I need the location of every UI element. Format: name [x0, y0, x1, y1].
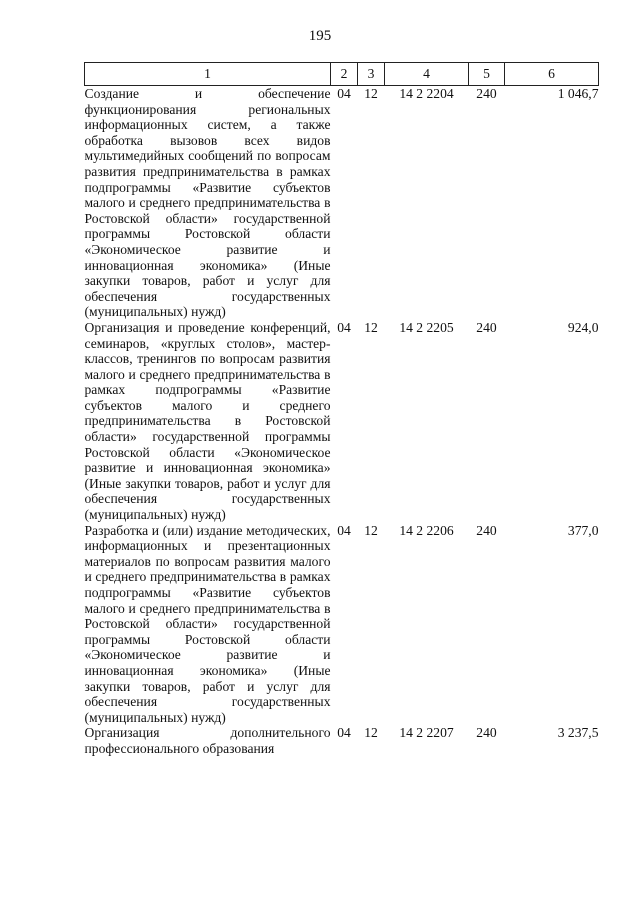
table-row [85, 86, 599, 320]
row-amount: 1 046,7 [557, 86, 599, 101]
row-expense-type-code: 240 [476, 86, 497, 101]
row-amount: 377,0 [567, 522, 599, 538]
column-header-1: 1 [85, 63, 331, 86]
row-subsection-code: 12 [364, 725, 378, 741]
column-header-2: 2 [331, 63, 358, 86]
row-description: Разработка и (или) издание методических, информационных и презентационных материалов по вопросам развития малого и среднего предпринимательства в рамках подпрограммы «Развитие субъектов малого и среднего предпринимательства в Ростовской области» государственной программы Ростовской области «Экономическое развитие и инновационная экономика» (Иные закупки товаров, работ и услуг для обеспечения государственных (муниципальных) нужд) [84, 522, 331, 725]
row-description: Организация и проведение конференций, семинаров, «круглых столов», мастер-классов, тренингов по вопросам развития малого и среднего предпринимательства в рамках подпрограммы «Развитие субъектов малого и среднего предпринимательства в Ростовской области» государственной программы Ростовской области «Экономическое развитие и инновационная экономика» (Иные закупки товаров, работ и услуг для обеспечения государственных (муниципальных) нужд) [84, 319, 331, 523]
column-header-6: 6 [505, 63, 599, 86]
row-section-code: 04 [337, 725, 351, 741]
column-header-5: 5 [469, 63, 505, 86]
row-description: Организация дополнительного профессионального образования [84, 725, 331, 756]
row-expense-type-code: 240 [476, 725, 497, 741]
row-expense-type-code: 240 [476, 319, 497, 335]
row-subsection-code: 12 [364, 319, 378, 335]
row-target-code: 14 2 2207 [399, 725, 454, 741]
row-section-code: 04 [337, 522, 351, 538]
column-header-3: 3 [358, 63, 385, 86]
table-row [85, 320, 599, 523]
row-target-code: 14 2 2205 [399, 319, 454, 335]
row-subsection-code: 12 [364, 86, 378, 101]
row-amount: 3 237,5 [557, 725, 599, 741]
row-section-code: 04 [337, 86, 351, 101]
table-header-row [85, 63, 599, 86]
row-description: Создание и обеспечение функционирования региональных информационных систем, а также обработка вызовов всех видов мультимедийных сообщений по вопросам развития предпринимательства в рамках подпрограммы «Развитие субъектов малого и среднего предпринимательства в Ростовской области» государственной программы Ростовской области «Экономическое развитие и инновационная экономика» (Иные закупки товаров, работ и услуг для обеспечения государственных (муниципальных) нужд) [84, 86, 331, 320]
row-amount: 924,0 [567, 319, 599, 335]
budget-table [84, 62, 599, 757]
row-expense-type-code: 240 [476, 522, 497, 538]
row-section-code: 04 [337, 319, 351, 335]
table-row [85, 523, 599, 726]
row-subsection-code: 12 [364, 522, 378, 538]
row-target-code: 14 2 2204 [399, 86, 454, 101]
row-target-code: 14 2 2206 [399, 522, 454, 538]
page-number: 195 [308, 28, 332, 44]
table-row [85, 725, 599, 756]
column-header-4: 4 [385, 63, 469, 86]
